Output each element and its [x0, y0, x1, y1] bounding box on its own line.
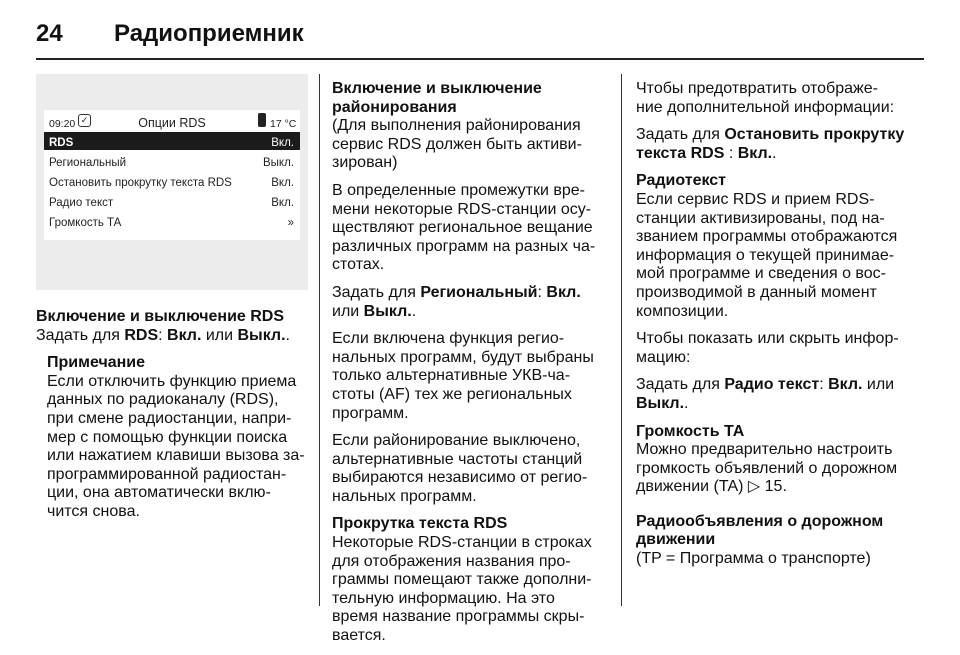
instruction-radio-text: Задать для Радио текст: Вкл. или Выкл..	[636, 376, 895, 412]
paragraph: Если сервис RDS и прием RDS- станции активизированы, под на- званием программы отображаются информация о текущей принимае- мой программе и сведения о вос- производимой в данный момент композиции.	[636, 190, 898, 320]
paragraph: Если включена функция регио- нальных программ, будут выбраны только альтернативные УКВ-ча- стоты (AF) тех же региональных программ.	[332, 330, 594, 422]
menu-row-ta-volume[interactable]: Громкость ТА »	[44, 212, 300, 230]
paragraph: Некоторые RDS-станции в строках для отображения названия про- граммы помещают также дополни- тельную информацию. На это время название программы скры- вается.	[332, 534, 592, 645]
menu-row-stop-scroll[interactable]: Остановить прокрутку текста RDS Вкл.	[49, 177, 294, 189]
section-heading-ta-volume: Громкость ТА	[636, 422, 745, 440]
page-number: 24	[36, 20, 63, 47]
column-1	[36, 74, 308, 522]
display-screen	[44, 110, 300, 240]
paragraph: Чтобы показать или скрыть инфор- мацию:	[636, 330, 899, 366]
checkmark-icon: ✓	[78, 114, 91, 127]
paragraph: Можно предварительно настроить громкость объявлений о дорожном движении (TA) ▷ 15.	[636, 441, 898, 496]
page-reference-icon: ▷	[747, 478, 761, 496]
instruction-rds: Задать для RDS: Вкл. или Выкл..	[36, 326, 290, 344]
column-divider	[319, 74, 320, 606]
display-status-bar	[44, 110, 300, 132]
paragraph: Чтобы предотвратить отображе- ние дополнительной информации:	[636, 80, 895, 116]
column-2	[332, 80, 604, 655]
page-title: Радиоприемник	[114, 20, 304, 47]
header-rule	[36, 58, 924, 60]
paragraph: В определенные промежутки вре- мени некоторые RDS-станции осу- ществляют региональное вещание различных программ на разных ча- стотах.	[332, 181, 596, 274]
instruction-stop-scroll: Задать для Остановить прокрутку текста RDS : Вкл..	[636, 126, 905, 162]
note-block: Примечание Если отключить функцию приема данных по радиоканалу (RDS), при смене радиостанции, напри- мер с помощью функции поиска или нажатием клавиши вызова за- программированной радиостан- ции, она автоматически вклю- чится снова.	[36, 354, 308, 521]
paragraph: (TP = Программа о транспорте)	[636, 550, 871, 568]
column-3	[636, 80, 926, 578]
display-clock: 09:20	[49, 118, 76, 130]
display-temperature: 17 °C	[270, 118, 297, 130]
menu-row-regional[interactable]: Региональный Выкл.	[49, 157, 294, 169]
paragraph: (Для выполнения районирования сервис RDS должен быть активи- зирован)	[332, 117, 582, 172]
section-heading-regional: Включение и выключение районирования	[332, 80, 542, 116]
paragraph: Если районирование выключено, альтернативные частоты станций выбираются независимо от регио- нальных программ.	[332, 432, 588, 505]
section-heading-radio-text: Радиотекст	[636, 172, 726, 190]
menu-row-radio-text[interactable]: Радио текст Вкл.	[49, 197, 294, 209]
submenu-arrow-icon: »	[287, 217, 294, 229]
display-title: Опции RDS	[138, 116, 206, 130]
rds-options-screenshot	[36, 74, 308, 290]
column-divider	[621, 74, 622, 606]
section-heading-traffic: Радиообъявления о дорожном движении	[636, 512, 884, 549]
page-header	[36, 14, 924, 60]
note-title: Примечание	[47, 354, 146, 372]
section-heading-scroll: Прокрутка текста RDS	[332, 515, 508, 533]
menu-row-rds[interactable]: RDS Вкл.	[44, 132, 300, 150]
thermometer-icon	[258, 113, 266, 127]
section-heading-rds: Включение и выключение RDS	[36, 308, 285, 325]
page-reference[interactable]: 15.	[764, 478, 787, 496]
instruction-regional: Задать для Региональный: Вкл. или Выкл..	[332, 283, 581, 320]
